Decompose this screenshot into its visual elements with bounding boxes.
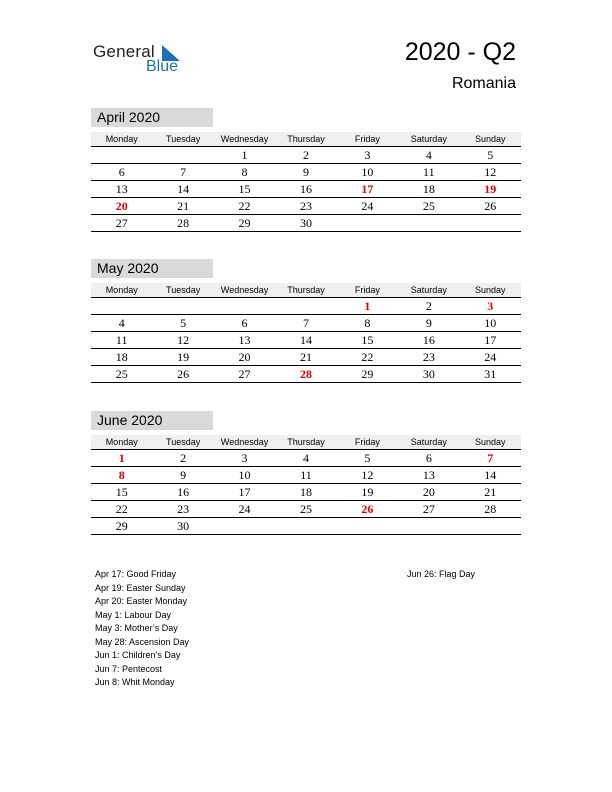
week-row: [91, 181, 521, 198]
day-cell: 30: [152, 518, 213, 535]
day-cell: 22: [337, 349, 398, 366]
day-cell: 15: [337, 332, 398, 349]
day-cell: 13: [214, 332, 275, 349]
weekday-label: Thursday: [275, 435, 336, 450]
day-cell: 10: [337, 164, 398, 181]
day-cell: [337, 215, 398, 232]
day-cell: 26: [152, 366, 213, 383]
day-cell: 21: [460, 484, 521, 501]
day-cell: [398, 518, 459, 535]
holiday-list-right: [407, 568, 475, 582]
day-cell: 11: [275, 467, 336, 484]
day-cell: 10: [460, 315, 521, 332]
holiday-note: Jun 26: Flag Day: [407, 569, 476, 579]
day-cell: 16: [398, 332, 459, 349]
day-cell: 23: [152, 501, 213, 518]
holiday-note: Apr 17: Good Friday: [95, 569, 177, 579]
holiday-note: May 3: Mother’s Day: [95, 623, 178, 633]
day-cell: [91, 147, 152, 164]
weekday-label: Thursday: [275, 283, 336, 298]
day-cell: 30: [398, 366, 459, 383]
logo-word-general: General: [93, 42, 155, 61]
day-cell: [214, 518, 275, 535]
weekday-label: Monday: [91, 132, 152, 147]
day-cell: [460, 518, 521, 535]
day-cell: 5: [460, 147, 521, 164]
holiday-note: Apr 20: Easter Monday: [95, 596, 188, 606]
week-row: [91, 315, 521, 332]
day-cell: 2: [275, 147, 336, 164]
day-cell: [152, 147, 213, 164]
month-block-may: [91, 259, 521, 383]
day-cell: 26: [460, 198, 521, 215]
day-cell: 31: [460, 366, 521, 383]
day-cell: 29: [214, 215, 275, 232]
weekday-label: Friday: [337, 132, 398, 147]
weekday-header-row: [91, 283, 521, 298]
week-row: [91, 518, 521, 535]
day-cell: 29: [91, 518, 152, 535]
weekday-label: Monday: [91, 283, 152, 298]
weekday-label: Friday: [337, 283, 398, 298]
day-cell: 28: [460, 501, 521, 518]
week-row: [91, 467, 521, 484]
holiday-note: Jun 8: Whit Monday: [95, 677, 175, 687]
day-cell: 15: [214, 181, 275, 198]
weekday-header-row: [91, 132, 521, 147]
weekday-label: Saturday: [398, 283, 459, 298]
day-cell: 19: [337, 484, 398, 501]
month-title: April 2020: [91, 108, 213, 127]
month-calendar-table: [91, 283, 521, 383]
day-cell: 6: [91, 164, 152, 181]
day-cell: 12: [460, 164, 521, 181]
holiday-day-cell: 17: [337, 181, 398, 198]
day-cell: 11: [91, 332, 152, 349]
day-cell: 25: [275, 501, 336, 518]
day-cell: 6: [214, 315, 275, 332]
month-title: May 2020: [91, 259, 213, 278]
day-cell: 18: [91, 349, 152, 366]
day-cell: [275, 298, 336, 315]
month-calendar-table: [91, 132, 521, 232]
day-cell: 24: [337, 198, 398, 215]
weekday-header-row: [91, 435, 521, 450]
holiday-day-cell: 8: [91, 467, 152, 484]
week-row: [91, 349, 521, 366]
day-cell: 9: [152, 467, 213, 484]
day-cell: 23: [275, 198, 336, 215]
day-cell: 16: [152, 484, 213, 501]
month-title: June 2020: [91, 411, 213, 430]
day-cell: 22: [214, 198, 275, 215]
day-cell: 12: [337, 467, 398, 484]
logo-word-blue: Blue: [146, 58, 179, 75]
day-cell: [337, 518, 398, 535]
weekday-label: Saturday: [398, 435, 459, 450]
day-cell: 8: [214, 164, 275, 181]
day-cell: 24: [460, 349, 521, 366]
holiday-day-cell: 1: [337, 298, 398, 315]
month-block-june: [91, 411, 521, 535]
brand-logo: [93, 40, 203, 80]
day-cell: [460, 215, 521, 232]
day-cell: 8: [337, 315, 398, 332]
weekday-label: Thursday: [275, 132, 336, 147]
holiday-note: Apr 19: Easter Sunday: [95, 582, 186, 593]
weekday-label: Sunday: [460, 132, 521, 147]
holiday-note: Jun 7: Pentecost: [95, 663, 163, 674]
holiday-day-cell: 20: [91, 198, 152, 215]
holiday-day-cell: 1: [91, 450, 152, 467]
day-cell: 5: [152, 315, 213, 332]
day-cell: 3: [337, 147, 398, 164]
day-cell: 1: [214, 147, 275, 164]
day-cell: 4: [398, 147, 459, 164]
day-cell: [214, 298, 275, 315]
weekday-label: Saturday: [398, 132, 459, 147]
day-cell: 9: [275, 164, 336, 181]
holiday-day-cell: 19: [460, 181, 521, 198]
week-row: [91, 298, 521, 315]
day-cell: [152, 298, 213, 315]
day-cell: 17: [460, 332, 521, 349]
holiday-day-cell: 26: [337, 501, 398, 518]
weekday-label: Tuesday: [152, 132, 213, 147]
day-cell: 7: [275, 315, 336, 332]
week-row: [91, 484, 521, 501]
month-block-april: [91, 108, 521, 232]
holiday-note: May 1: Labour Day: [95, 609, 172, 620]
day-cell: 14: [460, 467, 521, 484]
holiday-day-cell: 7: [460, 450, 521, 467]
day-cell: 28: [152, 215, 213, 232]
day-cell: 13: [91, 181, 152, 198]
day-cell: 3: [214, 450, 275, 467]
day-cell: 20: [398, 484, 459, 501]
week-row: [91, 147, 521, 164]
day-cell: 25: [91, 366, 152, 383]
weekday-label: Monday: [91, 435, 152, 450]
day-cell: 27: [214, 366, 275, 383]
day-cell: 27: [398, 501, 459, 518]
day-cell: 2: [152, 450, 213, 467]
day-cell: 14: [152, 181, 213, 198]
day-cell: 2: [398, 298, 459, 315]
day-cell: 4: [91, 315, 152, 332]
weekday-label: Wednesday: [214, 283, 275, 298]
day-cell: 7: [152, 164, 213, 181]
weekday-label: Sunday: [460, 283, 521, 298]
day-cell: 16: [275, 181, 336, 198]
day-cell: 22: [91, 501, 152, 518]
day-cell: 6: [398, 450, 459, 467]
day-cell: 10: [214, 467, 275, 484]
day-cell: 15: [91, 484, 152, 501]
day-cell: 9: [398, 315, 459, 332]
weekday-label: Sunday: [460, 435, 521, 450]
day-cell: 12: [152, 332, 213, 349]
country-name: Romania: [451, 75, 516, 92]
day-cell: 27: [91, 215, 152, 232]
holiday-note: Jun 1: Children’s Day: [95, 650, 181, 660]
holiday-day-cell: 28: [275, 366, 336, 383]
day-cell: 29: [337, 366, 398, 383]
week-row: [91, 332, 521, 349]
week-row: [91, 450, 521, 467]
holiday-day-cell: 3: [460, 298, 521, 315]
day-cell: [91, 298, 152, 315]
day-cell: 30: [275, 215, 336, 232]
day-cell: 23: [398, 349, 459, 366]
month-calendar-table: [91, 435, 521, 535]
weekday-label: Wednesday: [214, 132, 275, 147]
day-cell: 20: [214, 349, 275, 366]
day-cell: 21: [152, 198, 213, 215]
week-row: [91, 198, 521, 215]
day-cell: 4: [275, 450, 336, 467]
day-cell: 18: [275, 484, 336, 501]
week-row: [91, 164, 521, 181]
day-cell: 18: [398, 181, 459, 198]
weekday-label: Tuesday: [152, 283, 213, 298]
day-cell: 25: [398, 198, 459, 215]
day-cell: 13: [398, 467, 459, 484]
weekday-label: Wednesday: [214, 435, 275, 450]
week-row: [91, 501, 521, 518]
day-cell: 24: [214, 501, 275, 518]
day-cell: 17: [214, 484, 275, 501]
week-row: [91, 215, 521, 232]
day-cell: [275, 518, 336, 535]
day-cell: [398, 215, 459, 232]
holiday-list-left: [95, 568, 189, 690]
day-cell: 11: [398, 164, 459, 181]
day-cell: 5: [337, 450, 398, 467]
day-cell: 21: [275, 349, 336, 366]
holiday-note: May 28: Ascension Day: [95, 636, 190, 647]
page-title: 2020 - Q2: [404, 38, 516, 66]
weekday-label: Friday: [337, 435, 398, 450]
day-cell: 19: [152, 349, 213, 366]
weekday-label: Tuesday: [152, 435, 213, 450]
week-row: [91, 366, 521, 383]
day-cell: 14: [275, 332, 336, 349]
